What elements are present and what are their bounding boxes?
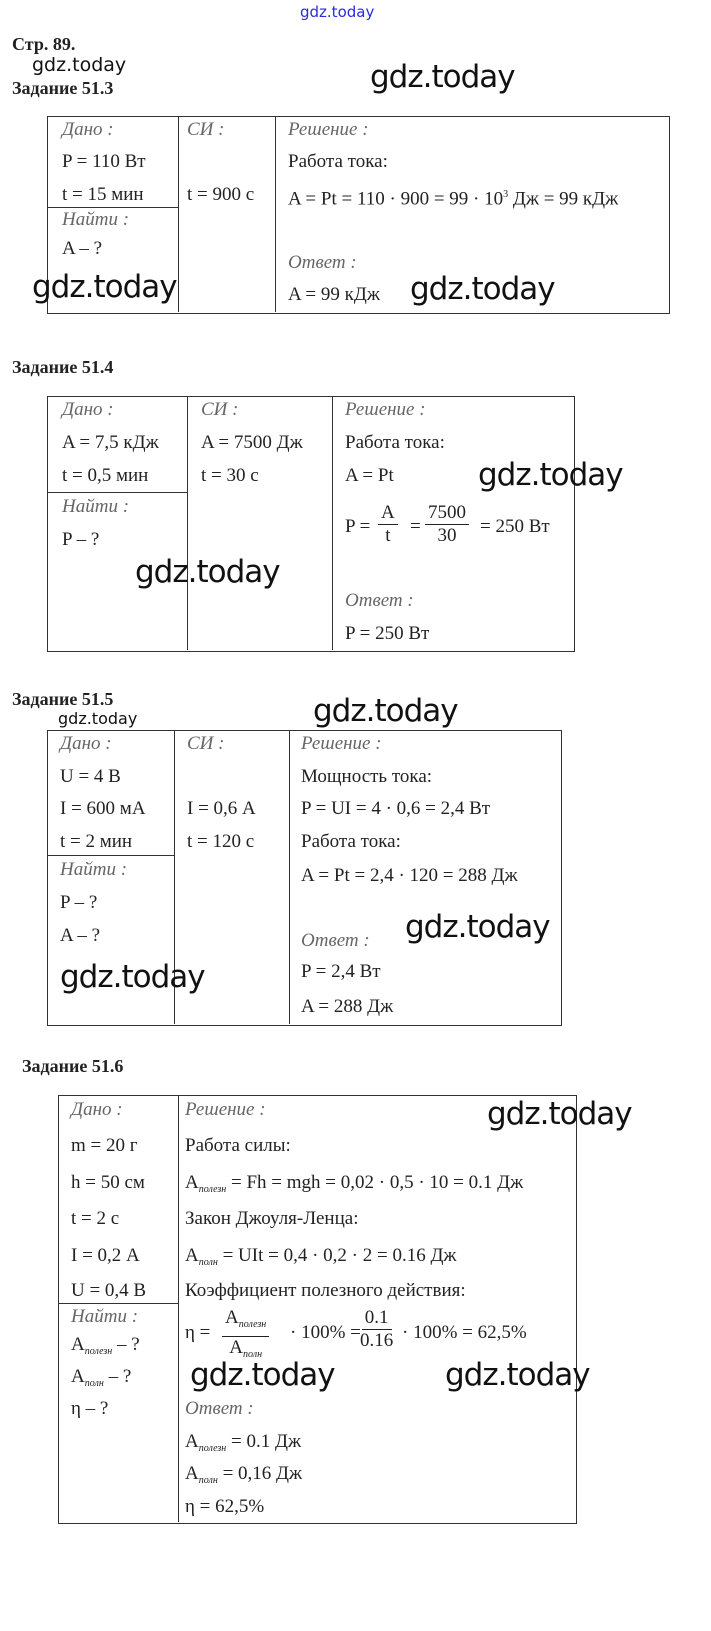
- solution-line: Коэффициент полезного действия:: [185, 1280, 466, 1301]
- given-value: t = 2 мин: [60, 831, 133, 852]
- find-value: P – ?: [62, 529, 100, 550]
- si-value: t = 30 с: [201, 465, 259, 486]
- find-label: Найти :: [62, 209, 130, 230]
- watermark: gdz.today: [300, 3, 375, 21]
- solution-line: Работа тока:: [301, 831, 401, 852]
- watermark: gdz.today: [190, 1357, 335, 1393]
- solution-line: Работа тока:: [288, 151, 388, 172]
- answer-value: P = 250 Вт: [345, 623, 430, 644]
- find-value: P – ?: [60, 892, 98, 913]
- si-label: СИ :: [187, 733, 225, 754]
- solution-line: P = UI = 4 · 0,6 = 2,4 Вт: [301, 798, 491, 819]
- given-value: t = 0,5 мин: [62, 465, 149, 486]
- find-value: $A_{полн}$ – ?: [71, 1366, 132, 1389]
- answer-label: Ответ :: [185, 1398, 254, 1419]
- task-title: Задание 51.6: [22, 1056, 124, 1076]
- task-title: Задание 51.5: [12, 689, 114, 709]
- find-value: $A_{полезн}$ – ?: [71, 1334, 140, 1357]
- solution-line: P =: [345, 516, 371, 537]
- watermark: gdz.today: [135, 554, 280, 590]
- si-label: СИ :: [201, 399, 239, 420]
- watermark: gdz.today: [58, 709, 138, 728]
- watermark: gdz.today: [410, 271, 555, 307]
- solution-line: Работа тока:: [345, 432, 445, 453]
- solution-line: · 100% =: [290, 1322, 361, 1343]
- solution-line: $A_{полезн} = Fh$ = mgh = 0,02 · 0,5 · 10 = 0.1 Дж: [185, 1172, 524, 1195]
- si-value: t = 900 с: [187, 184, 255, 205]
- watermark: gdz.today: [32, 54, 127, 76]
- answer-label: Ответ :: [345, 590, 414, 611]
- si-value: I = 0,6 А: [187, 798, 256, 819]
- fraction: $A_{полезн}$ $A_{полн}$: [222, 1307, 269, 1366]
- find-value: η – ?: [71, 1398, 109, 1419]
- solution-label: Решение :: [288, 119, 369, 140]
- solution-line: Закон Джоуля-Ленца:: [185, 1208, 359, 1229]
- watermark: gdz.today: [313, 693, 458, 729]
- page-number: Стр. 89.: [12, 34, 76, 54]
- given-value: U = 4 В: [60, 766, 121, 787]
- find-label: Найти :: [62, 496, 130, 517]
- given-label: Дано :: [62, 119, 114, 140]
- given-value: t = 15 мин: [62, 184, 144, 205]
- given-value: I = 600 мА: [60, 798, 146, 819]
- watermark: gdz.today: [478, 457, 623, 493]
- given-value: I = 0,2 А: [71, 1245, 140, 1266]
- fraction: $\frac{7500}{30}$: [425, 502, 469, 547]
- watermark: gdz.today: [405, 909, 550, 945]
- solution-line: η =: [185, 1322, 211, 1343]
- solution-line: A = Pt = 2,4 · 120 = 288 Дж: [301, 865, 518, 886]
- fraction: $\frac{A}{t}$: [378, 502, 398, 547]
- watermark: gdz.today: [487, 1096, 632, 1132]
- given-value: U = 0,4 В: [71, 1280, 147, 1301]
- given-label: Дано :: [71, 1099, 123, 1120]
- si-label: СИ :: [187, 119, 225, 140]
- task-title: Задание 51.4: [12, 357, 114, 377]
- si-value: A = 7500 Дж: [201, 432, 303, 453]
- answer-label: Ответ :: [301, 930, 370, 951]
- given-value: m = 20 г: [71, 1135, 138, 1156]
- answer-value: P = 2,4 Вт: [301, 961, 381, 982]
- task-title: Задание 51.3: [12, 78, 114, 98]
- solution-line: $A = Pt = 110 \cdot 900 = 99 \cdot 10^3$ Дж = 99 кДж: [288, 188, 619, 210]
- fraction: $\frac{0.1}{0.16}$: [360, 1307, 394, 1351]
- solution-label: Решение :: [345, 399, 426, 420]
- given-value: t = 2 с: [71, 1208, 120, 1229]
- solution-label: Решение :: [301, 733, 382, 754]
- solution-label: Решение :: [185, 1099, 266, 1120]
- answer-value: η = 62,5%: [185, 1496, 265, 1517]
- find-label: Найти :: [60, 859, 128, 880]
- si-value: t = 120 с: [187, 831, 255, 852]
- find-label: Найти :: [71, 1306, 139, 1327]
- watermark: gdz.today: [32, 269, 177, 305]
- find-value: A – ?: [62, 238, 103, 259]
- solution-line: $A_{полн}$ = UIt = 0,4 · 0,2 · 2 = 0.16 Дж: [185, 1245, 457, 1268]
- answer-value: $A_{полн} = 0,16$ Дж: [185, 1463, 303, 1486]
- solution-line: =: [410, 516, 421, 537]
- solution-line: · 100% = 62,5%: [402, 1322, 527, 1343]
- given-label: Дано :: [60, 733, 112, 754]
- solution-line: A = Pt: [345, 465, 394, 486]
- watermark: gdz.today: [60, 959, 205, 995]
- answer-value: $A_{полезн} = 0.1$ Дж: [185, 1431, 302, 1454]
- answer-label: Ответ :: [288, 252, 357, 273]
- find-value: A – ?: [60, 925, 101, 946]
- solution-line: Мощность тока:: [301, 766, 433, 787]
- solution-line: Работа силы:: [185, 1135, 291, 1156]
- watermark: gdz.today: [445, 1357, 590, 1393]
- given-label: Дано :: [62, 399, 114, 420]
- answer-value: A = 99 кДж: [288, 284, 380, 305]
- given-value: A = 7,5 кДж: [62, 432, 159, 453]
- answer-value: A = 288 Дж: [301, 996, 394, 1017]
- solution-line: = 250 Вт: [480, 516, 550, 537]
- given-value: h = 50 см: [71, 1172, 145, 1193]
- given-value: P = 110 Вт: [62, 151, 146, 172]
- watermark: gdz.today: [370, 59, 515, 95]
